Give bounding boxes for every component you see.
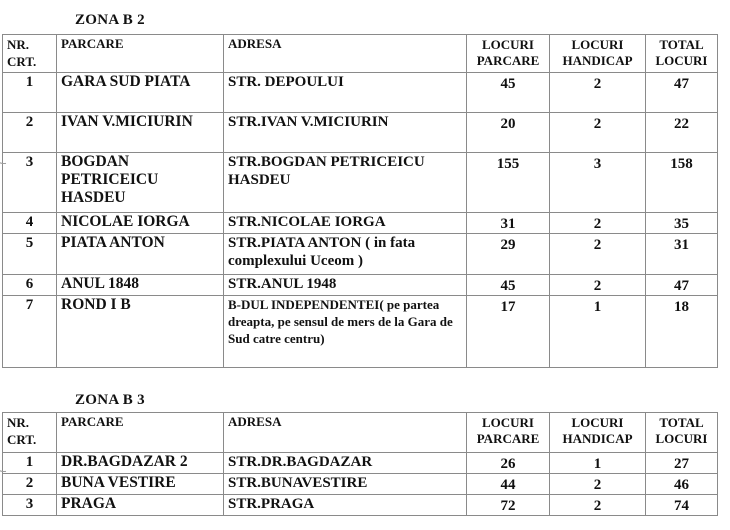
row-adresa: STR.DR.BAGDAZAR: [224, 453, 467, 474]
row-nr: 7: [3, 296, 57, 368]
row-parcare: BOGDAN PETRICEICU HASDEU: [57, 153, 224, 213]
row-locuri-parcare: 155: [467, 153, 550, 213]
row-parcare: NICOLAE IORGA: [57, 213, 224, 234]
row-parcare: PRAGA: [57, 495, 224, 516]
header-nr-crt: NR. CRT.: [3, 35, 57, 73]
row-parcare: ROND I B: [57, 296, 224, 368]
row-nr: 2: [3, 474, 57, 495]
zone-b3-title: ZONA B 3: [75, 392, 145, 408]
row-locuri-handicap: 1: [550, 453, 646, 474]
table-row: [3, 234, 718, 275]
header-locuri-handicap: LOCURI HANDICAP: [550, 35, 646, 73]
row-total-locuri: 35: [646, 213, 718, 234]
zone-b2-title: ZONA B 2: [75, 12, 145, 28]
row-adresa: STR.BOGDAN PETRICEICU HASDEU: [224, 153, 467, 213]
row-total-locuri: 74: [646, 495, 718, 516]
table-row: [3, 453, 718, 474]
row-locuri-handicap: 2: [550, 275, 646, 296]
row-nr: 2: [3, 113, 57, 153]
row-locuri-parcare: 45: [467, 275, 550, 296]
row-locuri-parcare: 17: [467, 296, 550, 368]
row-locuri-handicap: 3: [550, 153, 646, 213]
header-locuri-parcare: LOCURI PARCARE: [467, 413, 550, 453]
row-total-locuri: 47: [646, 73, 718, 113]
zone-b2-header-row: [3, 35, 718, 73]
row-locuri-parcare: 31: [467, 213, 550, 234]
row-locuri-handicap: 2: [550, 234, 646, 275]
row-adresa: STR.BUNAVESTIRE: [224, 474, 467, 495]
row-locuri-handicap: 2: [550, 495, 646, 516]
table-row: [3, 153, 718, 213]
row-total-locuri: 31: [646, 234, 718, 275]
row-adresa: STR.PRAGA: [224, 495, 467, 516]
row-locuri-handicap: 2: [550, 213, 646, 234]
row-total-locuri: 46: [646, 474, 718, 495]
row-parcare: GARA SUD PIATA: [57, 73, 224, 113]
header-parcare: PARCARE: [57, 35, 224, 73]
row-parcare: PIATA ANTON: [57, 234, 224, 275]
header-adresa: ADRESA: [224, 35, 467, 73]
row-nr: 1: [3, 73, 57, 113]
row-locuri-parcare: 20: [467, 113, 550, 153]
row-parcare: ANUL 1848: [57, 275, 224, 296]
header-nr-crt: NR. CRT.: [3, 413, 57, 453]
row-total-locuri: 158: [646, 153, 718, 213]
row-locuri-parcare: 45: [467, 73, 550, 113]
row-parcare: BUNA VESTIRE: [57, 474, 224, 495]
row-locuri-handicap: 2: [550, 113, 646, 153]
table-row: [3, 213, 718, 234]
row-adresa: STR.ANUL 1948: [224, 275, 467, 296]
header-parcare: PARCARE: [57, 413, 224, 453]
row-adresa: STR. DEPOULUI: [224, 73, 467, 113]
table-row: [3, 113, 718, 153]
row-total-locuri: 22: [646, 113, 718, 153]
row-locuri-handicap: 2: [550, 73, 646, 113]
row-adresa: B-DUL INDEPENDENTEI( pe partea dreapta, pe sensul de mers de la Gara de Sud catre centru): [224, 296, 467, 368]
row-locuri-parcare: 29: [467, 234, 550, 275]
table-row: [3, 474, 718, 495]
zone-b2-table: [2, 34, 718, 368]
row-nr: 3: [3, 495, 57, 516]
row-total-locuri: 27: [646, 453, 718, 474]
row-total-locuri: 47: [646, 275, 718, 296]
table-row: [3, 296, 718, 368]
header-adresa: ADRESA: [224, 413, 467, 453]
row-locuri-parcare: 26: [467, 453, 550, 474]
header-locuri-parcare: LOCURI PARCARE: [467, 35, 550, 73]
row-parcare: DR.BAGDAZAR 2: [57, 453, 224, 474]
row-adresa: STR.NICOLAE IORGA: [224, 213, 467, 234]
row-locuri-handicap: 1: [550, 296, 646, 368]
row-adresa: STR.PIATA ANTON ( in fata complexului Uceom ): [224, 234, 467, 275]
row-locuri-parcare: 72: [467, 495, 550, 516]
row-adresa: STR.IVAN V.MICIURIN: [224, 113, 467, 153]
row-nr: 6: [3, 275, 57, 296]
zone-b3-header-row: [3, 413, 718, 453]
row-nr: 3: [3, 153, 57, 213]
row-nr: 1: [3, 453, 57, 474]
header-locuri-handicap: LOCURI HANDICAP: [550, 413, 646, 453]
table-row: [3, 275, 718, 296]
row-locuri-parcare: 44: [467, 474, 550, 495]
row-parcare: IVAN V.MICIURIN: [57, 113, 224, 153]
row-nr: 4: [3, 213, 57, 234]
table-row: [3, 73, 718, 113]
zone-b3-table: [2, 412, 718, 516]
table-row: [3, 495, 718, 516]
header-total-locuri: TOTAL LOCURI: [646, 413, 718, 453]
row-locuri-handicap: 2: [550, 474, 646, 495]
row-total-locuri: 18: [646, 296, 718, 368]
row-nr: 5: [3, 234, 57, 275]
header-total-locuri: TOTAL LOCURI: [646, 35, 718, 73]
